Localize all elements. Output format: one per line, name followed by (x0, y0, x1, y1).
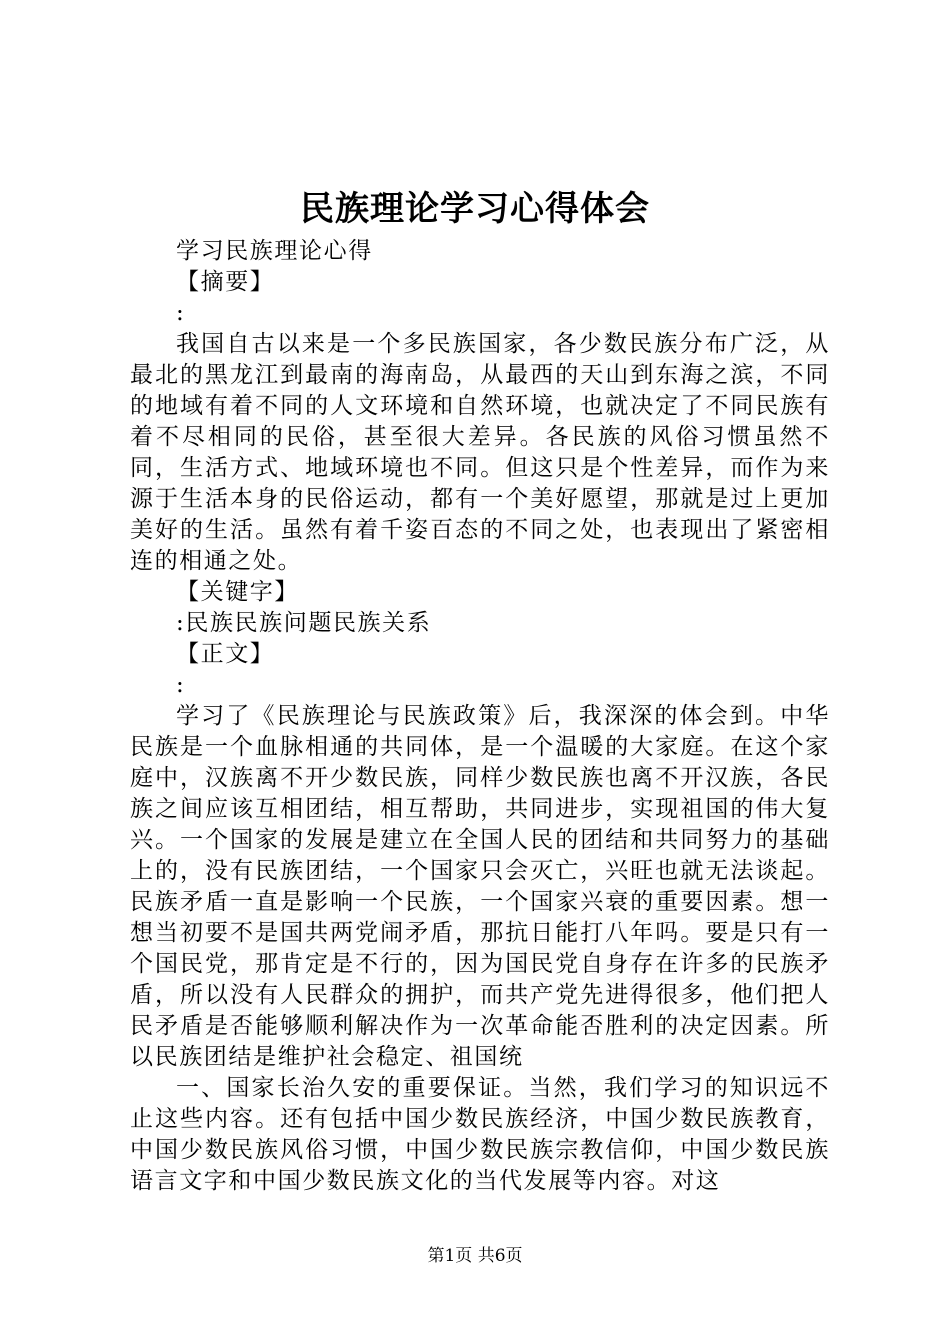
keywords-line: :民族民族问题民族关系 (176, 610, 432, 636)
document-body (130, 236, 830, 1197)
body-paragraph: 学习了《民族理论与民族政策》后，我深深的体会到。中华民族是一个血脉相通的共同体，是一个温暖的大家庭。在这个家庭中，汉族离不开少数民族，同样少数民族也离不开汉族，各民族之间应该互相团结，相互帮助，共同进步，实现祖国的伟大复兴。一个国家的发展是建立在全国人民的团结和共同努力的基础上的，没有民族团结，一个国家只会灭亡，兴旺也就无法谈起。民族矛盾一直是影响一个民族，一个国家兴衰的重要因素。想一想当初要不是国共两党闹矛盾，那抗日能打八年吗。要是只有一个国民党，那肯定是不行的，因为国民党自身存在许多的民族矛盾，所以没有人民群众的拥护，而共产党先进得很多，他们把人民矛盾是否能够顺利解决作为一次革命能否胜利的决定因素。所以民族团结是维护社会稳定、祖国统 (130, 703, 830, 1070)
abstract-heading: 【摘要】 (176, 269, 275, 295)
body-paragraph: 一、国家长治久安的重要保证。当然，我们学习的知识远不止这些内容。还有包括中国少数民族经济，中国少数民族教育，中国少数民族风俗习惯，中国少数民族宗教信仰，中国少数民族语言文字和中国少数民族文化的当代发展等内容。对这 (130, 1075, 830, 1194)
document-title: 民族理论学习心得体会 (300, 189, 650, 229)
abstract-colon: : (176, 300, 186, 326)
body-heading: 【正文】 (176, 641, 275, 667)
keywords-heading: 【关键字】 (176, 579, 299, 605)
body-colon: : (176, 672, 186, 698)
page-number-footer: 第1页 共6页 (427, 1246, 523, 1266)
subtitle-line: 学习民族理论心得 (176, 238, 373, 264)
abstract-paragraph: 我国自古以来是一个多民族国家，各少数民族分布广泛，从最北的黑龙江到最南的海南岛，从最西的天山到东海之滨，不同的地域有着不同的人文环境和自然环境，也就决定了不同民族有着不尽相同的民俗，甚至很大差异。各民族的风俗习惯虽然不同，生活方式、地域环境也不同。但这只是个性差异，而作为来源于生活本身的民俗运动，都有一个美好愿望，那就是过上更加美好的生活。虽然有着千姿百态的不同之处，也表现出了紧密相连的相通之处。 (130, 331, 830, 574)
